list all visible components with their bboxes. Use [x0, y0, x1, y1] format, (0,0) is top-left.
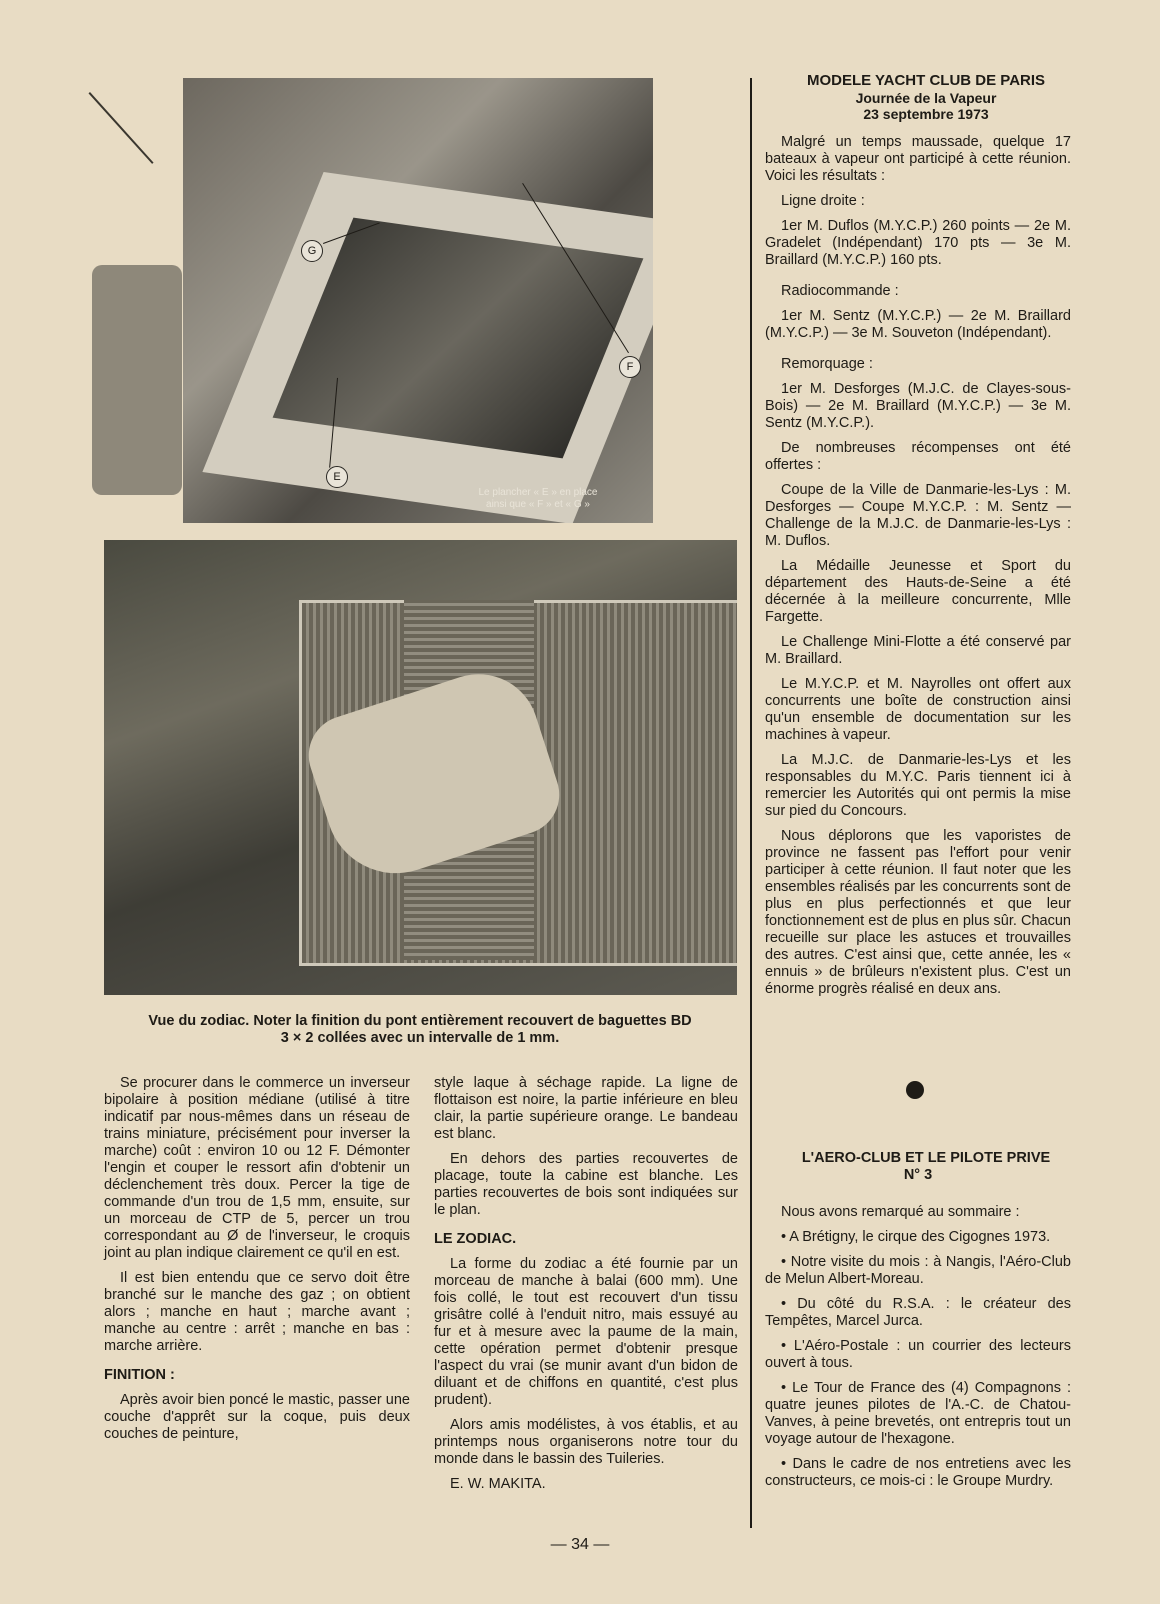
paragraph: En dehors des parties recouvertes de placage, toute la cabine est blanche. Les parties recouvertes de bois sont indiquées sur le plan.: [434, 1151, 738, 1218]
paragraph: De nombreuses récompenses ont été offertes :: [765, 440, 1071, 473]
paragraph: Nous avons remarqué au sommaire :: [781, 1204, 1020, 1220]
section-bullet-dot: [906, 1081, 924, 1099]
results-label: Radiocommande :: [781, 283, 899, 299]
list-item: • Dans le cadre de nos entretiens avec les constructeurs, ce mois-ci : le Groupe Murdry.: [765, 1456, 1071, 1489]
photo1-caption-line2: ainsi que « F » et « G »: [486, 499, 590, 510]
aero-club-title-text: L'AERO-CLUB ET LE PILOTE PRIVE: [801, 1150, 1051, 1166]
transmitter-antenna: [89, 92, 154, 164]
column-divider: [750, 78, 752, 1528]
yacht-club-article: [765, 72, 1071, 1006]
main-photo-caption: [100, 1013, 740, 1047]
page-number: — 34 —: [550, 1536, 610, 1553]
label-f: F: [619, 356, 641, 378]
results-label: Remorquage :: [781, 356, 873, 372]
list-item: • L'Aéro-Postale : un courrier des lecteurs ouvert à tous.: [765, 1338, 1071, 1371]
yacht-club-date: 23 septembre 1973: [863, 106, 989, 122]
paragraph: style laque à séchage rapide. La ligne de flottaison est noire, la partie inférieure en bleu clair, la partie supérieure orange. Le bandeau est blanc.: [434, 1075, 738, 1142]
list-item: • Le Tour de France des (4) Compagnons : quatre jeunes pilotes de l'A.-C. de Chatou-Vanves, à peine brevetés, ont entrepris tout un voyage autour de l'hexagone.: [765, 1380, 1071, 1447]
article-column-1: [104, 1075, 410, 1451]
list-item: • Notre visite du mois : à Nangis, l'Aéro-Club de Melun Albert-Moreau.: [765, 1254, 1071, 1287]
section-heading-zodiac: LE ZODIAC.: [434, 1231, 517, 1247]
paragraph: Le Challenge Mini-Flotte a été conservé par M. Braillard.: [765, 634, 1071, 667]
paragraph: Se procurer dans le commerce un inverseur bipolaire à position médiane (utilisé à titre indicatif par nous-mêmes dans un réseau de trains miniature, précisément pour inverser la marche) coût : environ 10 ou 12 F. Démonter l'engin et couper le ressort afin d'obtenir un déclenchement très doux. Percer la tige de commande d'un trou de 1,5 mm, ensuite, sur un morceau de CTP de 5, percer un trou correspondant au Ø de l'inverseur, le croquis joint au plan indique clairement ce qu'il en est.: [104, 1075, 410, 1261]
list-item: • Du côté du R.S.A. : le créateur des Tempêtes, Marcel Jurca.: [765, 1296, 1071, 1329]
article-column-2: [434, 1075, 738, 1501]
section-heading-finition: FINITION :: [104, 1367, 175, 1383]
paragraph: Après avoir bien poncé le mastic, passer une couche d'apprêt sur la coque, puis deux couches de peinture,: [104, 1392, 410, 1442]
label-g: G: [301, 240, 323, 262]
paragraph: La Médaille Jeunesse et Sport du département des Hauts-de-Seine a été décernée à la meilleure concurrente, Mlle Fargette.: [765, 558, 1071, 625]
main-caption-line2: 3 × 2 collées avec un intervalle de 1 mm.: [280, 1030, 560, 1046]
paragraph: Coupe de la Ville de Danmarie-les-Lys : M. Desforges — Coupe M.Y.C.P. : M. Sentz — Challenge de la M.J.C. de Danmarie-les-Lys : M. Duflos.: [765, 482, 1071, 549]
yacht-club-title: MODELE YACHT CLUB DE PARIS: [806, 72, 1046, 89]
paragraph: Nous déplorons que les vaporistes de province ne fassent pas l'effort pour venir participer à cette réunion. Il faut noter que les ensembles réalisés par les concurrents sont de plus en plus perfectionnés et que leur fonctionnement est de plus en plus sûr. Chacun recueille sur place les astuces et trouvailles des autres. C'est ainsi que, cette année, les « ennuis » de brûleurs n'existent plus. C'est un énorme progrès réalisé en deux ans.: [765, 828, 1071, 997]
photo-boat-interior: [183, 78, 653, 523]
results-label: Ligne droite :: [781, 193, 865, 209]
label-e: E: [326, 466, 348, 488]
aero-club-title: [765, 1150, 1071, 1184]
main-caption-line1: Vue du zodiac. Noter la finition du pont entièrement recouvert de baguettes BD: [148, 1013, 692, 1029]
results-text: 1er M. Desforges (M.J.C. de Clayes-sous-Bois) — 2e M. Braillard (M.Y.C.P.) — 3e M. Sentz (M.Y.C.P.).: [765, 381, 1071, 431]
list-item: • A Brétigny, le cirque des Cigognes 1973.: [781, 1229, 1051, 1245]
paragraph: Malgré un temps maussade, quelque 17 bateaux à vapeur ont participé à cette réunion. Voici les résultats :: [765, 134, 1071, 184]
photo-zodiac-deck: [104, 540, 737, 995]
paragraph: La M.J.C. de Danmarie-les-Lys et les responsables du M.Y.C. Paris tiennent ici à remercier les Autorités qui ont permis la mise sur pied du Concours.: [765, 752, 1071, 819]
transmitter-box: [92, 265, 182, 495]
paragraph: Alors amis modélistes, à vos établis, et au printemps nous organiserons notre tour du monde dans le bassin des Tuileries.: [434, 1417, 738, 1467]
photo1-caption: [453, 487, 623, 511]
photo1-caption-line1: Le plancher « E » en place: [478, 487, 598, 498]
author-signature: E. W. MAKITA.: [450, 1476, 546, 1492]
yacht-club-subtitle: Journée de la Vapeur: [855, 90, 997, 106]
paragraph: La forme du zodiac a été fournie par un morceau de manche à balai (600 mm). Une fois collé, le tout est recouvert d'un tissu grisâtre collé à l'enduit nitro, mais essuyé au fur et à mesure avec la paume de la main, cette opération permet d'obtenir presque l'aspect du vrai (se munir avant d'un bidon de diluant et de chiffons en quantité, c'est plus prudent).: [434, 1256, 738, 1408]
paragraph: Il est bien entendu que ce servo doit être branché sur le manche des gaz ; on obtient alors ; manche en haut ; marche avant ; manche au centre : arrêt ; manche en bas : marche arrière.: [104, 1270, 410, 1354]
paragraph: Le M.Y.C.P. et M. Nayrolles ont offert aux concurrents une boîte de construction ainsi qu'un ensemble de documentation sur les machines à vapeur.: [765, 676, 1071, 743]
aero-club-issue-number: N° 3: [903, 1167, 933, 1183]
aero-club-article: [765, 1150, 1071, 1498]
results-text: 1er M. Duflos (M.Y.C.P.) 260 points — 2e M. Gradelet (Indépendant) 170 pts — 3e M. Braillard (M.Y.C.P.) 160 pts.: [765, 218, 1071, 268]
results-text: 1er M. Sentz (M.Y.C.P.) — 2e M. Braillard (M.Y.C.P.) — 3e M. Souveton (Indépendant).: [765, 308, 1071, 341]
